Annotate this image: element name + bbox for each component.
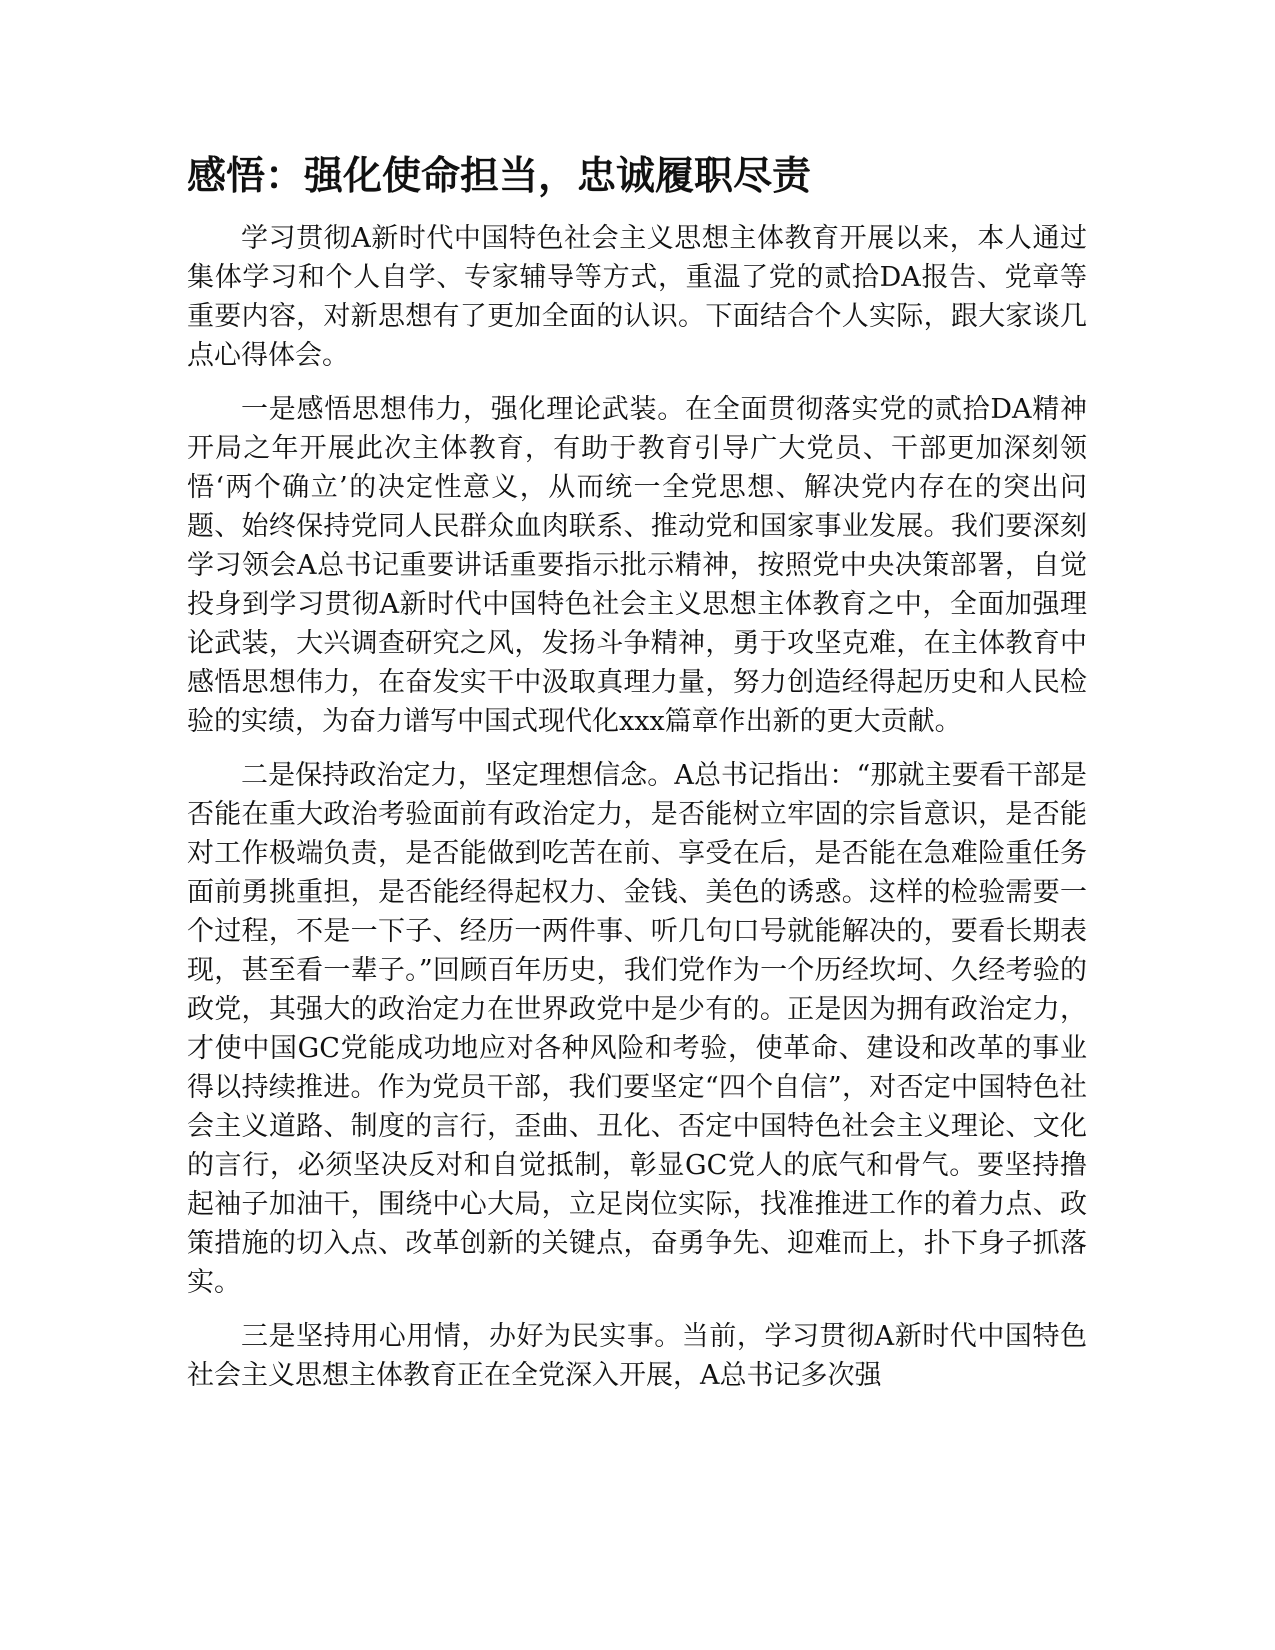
paragraph-point-two: 二是保持政治定力，坚定理想信念。A总书记指出：“那就主要看干部是否能在重大政治考验面前有政治定力，是否能树立牢固的宗旨意识，是否能对工作极端负责，是否能做到吃苦在前、享受在后，是否能在急难险重任务面前勇挑重担，是否能经得起权力、金钱、美色的诱惑。这样的检验需要一个过程，不是一下子、经历一两件事、听几句口号就能解决的，要看长期表现，甚至看一辈子。”回顾百年历史，我们党作为一个历经坎坷、久经考验的政党，其强大的政治定力在世界政党中是少有的。正是因为拥有政治定力，才使中国GC党能成功地应对各种风险和考验，使革命、建设和改革的事业得以持续推进。作为党员干部，我们要坚定“四个自信”，对否定中国特色社会主义道路、制度的言行，歪曲、丑化、否定中国特色社会主义理论、文化的言行，必须坚决反对和自觉抵制，彰显GC党人的底气和骨气。要坚持撸起袖子加油干，围绕中心大局，立足岗位实际，找准推进工作的着力点、政策措施的切入点、改革创新的关键点，奋勇争先、迎难而上，扑下身子抓落实。 bbox=[187, 760, 1087, 1298]
paragraph-point-one: 一是感悟思想伟力，强化理论武装。在全面贯彻落实党的贰拾DA精神开局之年开展此次主体教育，有助于教育引导广大党员、干部更加深刻领悟‘两个确立’的决定性意义，从而统一全党思想、解决党内存在的突出问题、始终保持党同人民群众血肉联系、推动党和国家事业发展。我们要深刻学习领会A总书记重要讲话重要指示批示精神，按照党中央决策部署，自觉投身到学习贯彻A新时代中国特色社会主义思想主体教育之中，全面加强理论武装，大兴调查研究之风，发扬斗争精神，勇于攻坚克难，在主体教育中感悟思想伟力，在奋发实干中汲取真理力量，努力创造经得起历史和人民检验的实绩，为奋力谱写中国式现代化xxx篇章作出新的更大贡献。 bbox=[187, 394, 1087, 737]
document-body bbox=[187, 219, 1087, 1410]
paragraph-point-three: 三是坚持用心用情，办好为民实事。当前，学习贯彻A新时代中国特色社会主义思想主体教育正在全党深入开展，A总书记多次强 bbox=[187, 1321, 1087, 1391]
document-title: 感悟：强化使命担当，忠诚履职尽责 bbox=[187, 154, 812, 199]
paragraph-intro: 学习贯彻A新时代中国特色社会主义思想主体教育开展以来，本人通过集体学习和个人自学、专家辅导等方式，重温了党的贰拾DA报告、党章等重要内容，对新思想有了更加全面的认识。下面结合个人实际，跟大家谈几点心得体会。 bbox=[187, 223, 1087, 371]
